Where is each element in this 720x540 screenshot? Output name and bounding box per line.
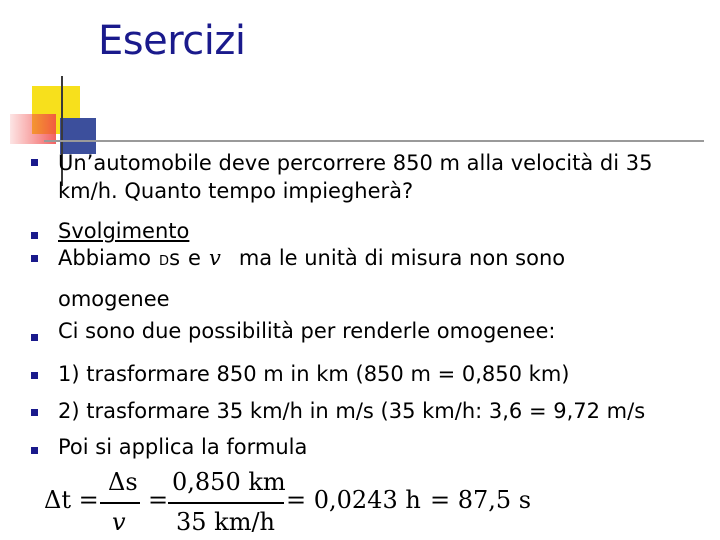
bullet-text-7: Poi si applica la formula — [58, 435, 308, 459]
delta-symbol: D — [159, 254, 170, 269]
bullet-text-6: 2) trasformare 35 km/h in m/s (35 km/h: 3,6 = 9,72 m/s — [58, 399, 646, 423]
bullet-text-1b: km/h. Quanto tempo impiegherà? — [58, 179, 414, 203]
formula-frac2-den: 35 km/h — [176, 508, 276, 536]
formula-frac2-bar — [168, 502, 284, 504]
bullet-text-5: 1) trasformare 850 m in km (850 m = 0,850 km) — [58, 362, 570, 386]
formula-eq3: = 87,5 s — [430, 486, 532, 514]
bullet-marker — [31, 232, 38, 239]
formula-frac2-num: 0,850 km — [172, 468, 286, 496]
bullet-3-prefix: Abbiamo — [58, 246, 152, 270]
bullet-marker — [31, 334, 38, 341]
formula-frac1-num: Δs — [108, 468, 138, 496]
bullet-text-4: Ci sono due possibilità per renderle omogenee: — [58, 319, 556, 343]
bullet-text-1a: Un’automobile deve percorrere 850 m alla velocità di 35 — [58, 151, 653, 175]
bullet-marker — [31, 447, 38, 454]
formula-frac1-bar — [100, 502, 140, 504]
bullet-marker — [31, 409, 38, 416]
bullet-text-2: Svolgimento — [58, 219, 190, 243]
bullet-text-3 — [58, 245, 565, 275]
bullet-text-3-continuation: omogenee — [58, 287, 170, 311]
bullet-marker — [31, 372, 38, 379]
formula — [44, 462, 544, 540]
page-title: Esercizi — [98, 18, 246, 64]
s-symbol: s — [169, 246, 181, 270]
conjunction: e — [188, 246, 201, 270]
v-symbol: v — [208, 246, 221, 270]
bullet-marker — [31, 159, 38, 166]
formula-lhs: Δt = — [44, 486, 99, 514]
formula-eq1: = — [148, 486, 169, 514]
bullet-marker — [31, 255, 38, 262]
formula-frac1-den: v — [112, 508, 126, 536]
bullet-3-suffix: ma le unità di misura non sono — [238, 246, 566, 270]
formula-eq2: = 0,0243 h — [286, 486, 421, 514]
